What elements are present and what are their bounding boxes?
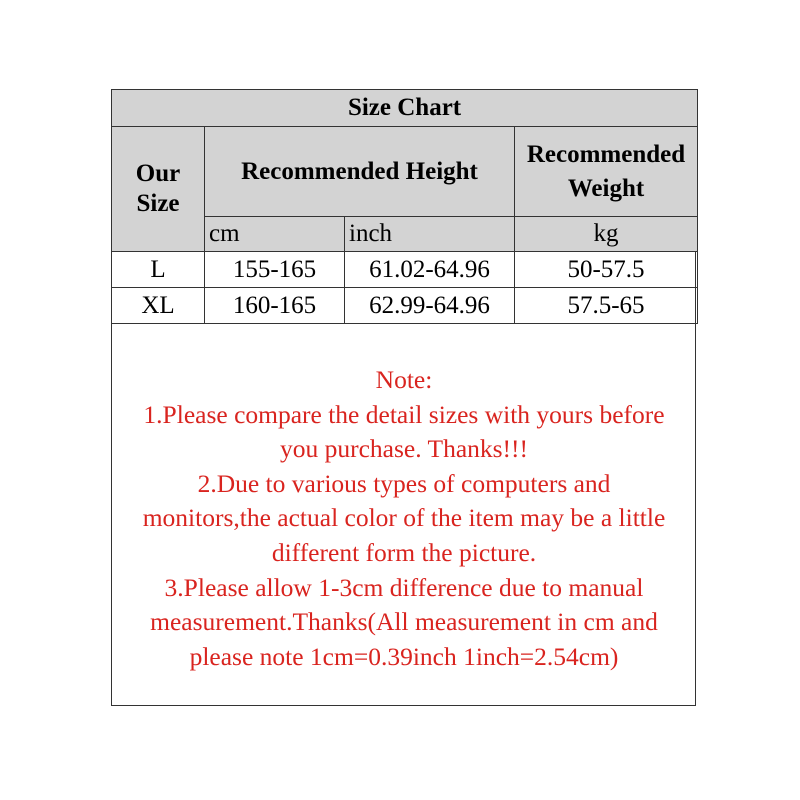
inch-cell: 62.99-64.96: [345, 288, 515, 324]
note-block: [111, 363, 697, 674]
kg-cell: 57.5-65: [515, 288, 698, 324]
cm-cell: 155-165: [205, 252, 345, 288]
note-line: 1.Please compare the detail sizes with yours before: [143, 399, 665, 429]
note-line: you purchase. Thanks!!!: [279, 434, 529, 464]
unit-inch: inch: [345, 217, 515, 252]
inch-cell: 61.02-64.96: [345, 252, 515, 288]
table-row: [112, 252, 698, 288]
note-line: please note 1cm=0.39inch 1inch=2.54cm): [189, 641, 619, 671]
kg-cell: 50-57.5: [515, 252, 698, 288]
note-line: measurement.Thanks(All measurement in cm and: [150, 607, 658, 637]
recommended-height-header: Recommended Height: [205, 127, 515, 217]
table-title: Size Chart: [112, 90, 698, 127]
unit-kg: kg: [515, 217, 698, 252]
size-chart-table: [111, 89, 698, 324]
size-cell: XL: [112, 288, 205, 324]
note-line: 2.Due to various types of computers and: [197, 468, 611, 498]
note-line: different form the picture.: [271, 537, 537, 567]
table-row: [112, 288, 698, 324]
our-size-header-label: Our Size: [135, 160, 181, 217]
our-size-header: [112, 127, 205, 252]
note-line: monitors,the actual color of the item may be a little: [142, 503, 666, 533]
size-cell: L: [112, 252, 205, 288]
unit-cm: cm: [205, 217, 345, 252]
recommended-weight-header: Recommended Weight: [515, 127, 698, 217]
cm-cell: 160-165: [205, 288, 345, 324]
note-line: Note:: [375, 365, 433, 394]
note-line: 3.Please allow 1-3cm difference due to manual: [164, 572, 644, 602]
